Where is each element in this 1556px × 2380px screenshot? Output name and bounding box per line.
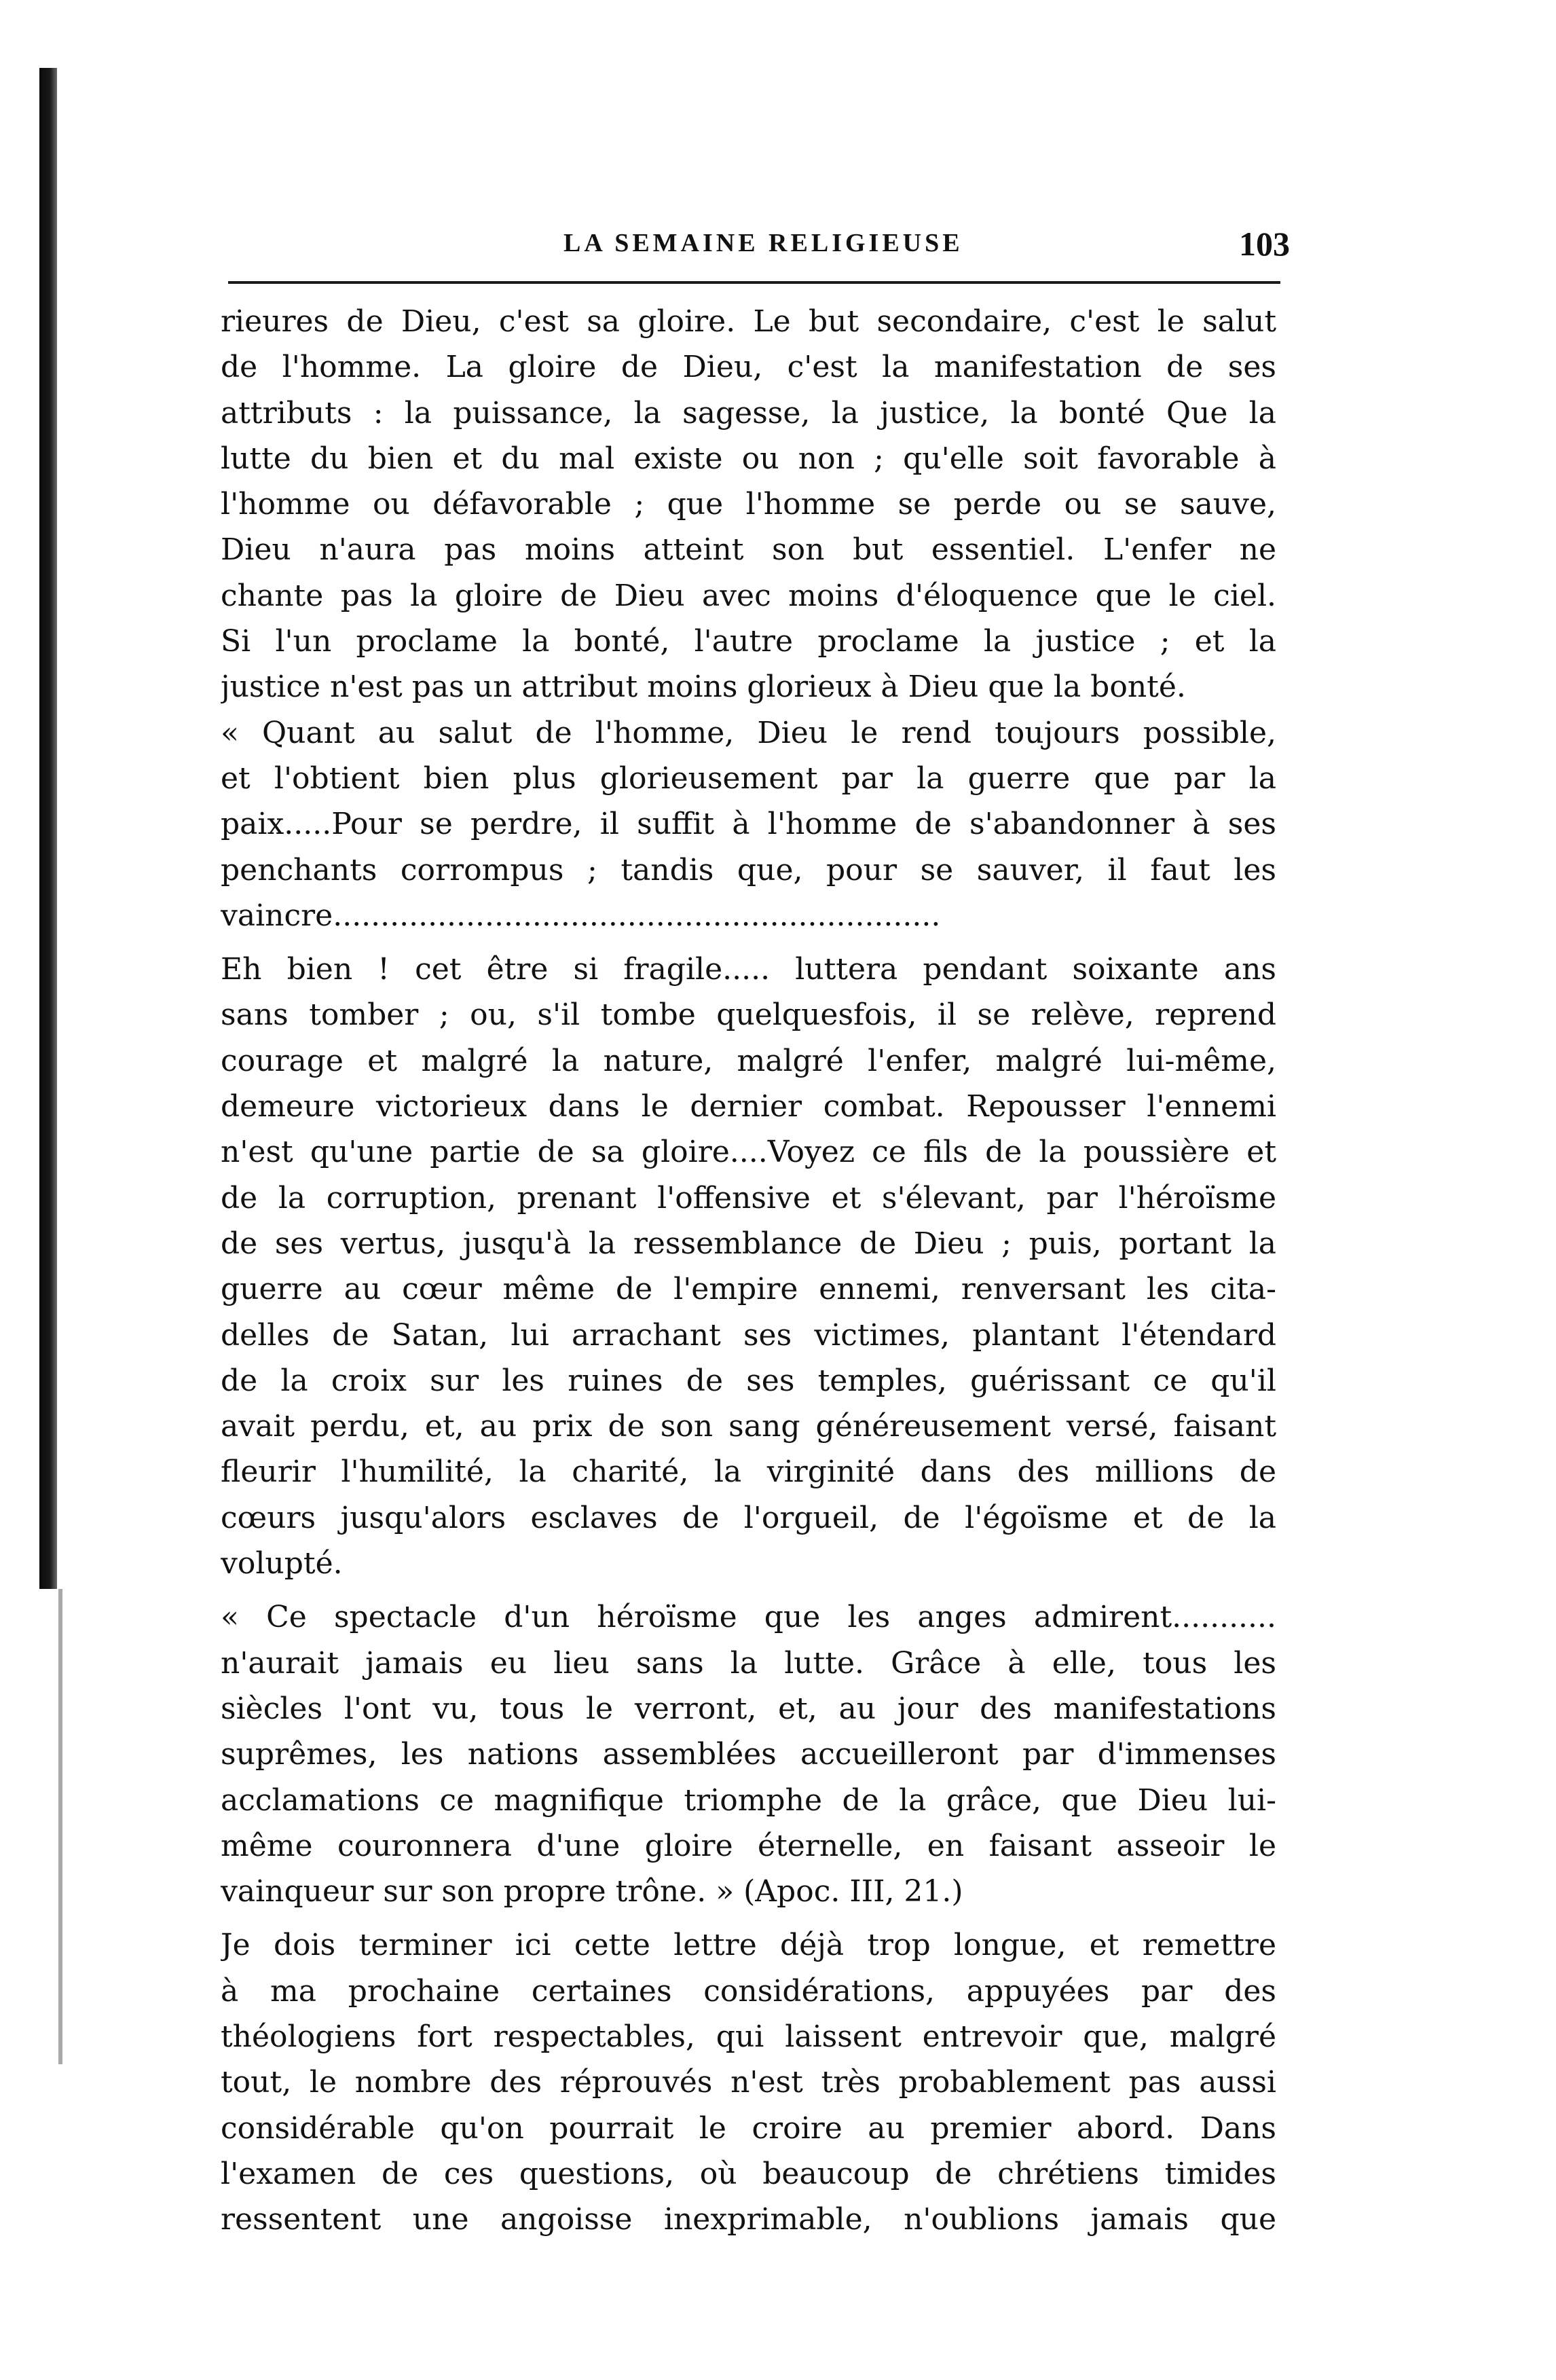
text-line: tout, le nombre des réprouvés n'est très probablement pas aussi xyxy=(221,2065,1276,2100)
page-number: 103 xyxy=(1239,225,1290,263)
text-line: de la croix sur les ruines de ses temples, guérissant ce qu'il xyxy=(221,1363,1276,1398)
text-line: n'aurait jamais eu lieu sans la lutte. Grâce à elle, tous les xyxy=(221,1645,1276,1681)
body-text xyxy=(221,299,1276,2242)
scan-edge-shadow xyxy=(58,1589,62,2064)
text-line: considérable qu'on pourrait le croire au premier abord. Dans xyxy=(221,2110,1276,2146)
paragraph-3 xyxy=(221,947,1276,1586)
running-head xyxy=(231,224,1290,272)
paragraph-2 xyxy=(221,710,1276,938)
text-line: même couronnera d'une gloire éternelle, en faisant asseoir le xyxy=(221,1828,1276,1863)
text-line: demeure victorieux dans le dernier combat. Repousser l'ennemi xyxy=(221,1089,1276,1124)
text-line: Eh bien ! cet être si fragile..... luttera pendant soixante ans xyxy=(221,952,1276,987)
text-line: de ses vertus, jusqu'à la ressemblance de Dieu ; puis, portant la xyxy=(221,1226,1276,1261)
text-line: suprêmes, les nations assemblées accueilleront par d'immenses xyxy=(221,1737,1276,1772)
text-line: et l'obtient bien plus glorieusement par la guerre que par la xyxy=(221,761,1276,796)
running-title: LA SEMAINE RELIGIEUSE xyxy=(563,229,963,257)
text-line: à ma prochaine certaines considérations, appuyées par des xyxy=(221,1973,1276,2009)
text-line: Je dois terminer ici cette lettre déjà trop longue, et remettre xyxy=(221,1928,1276,1963)
text-line: lutte du bien et du mal existe ou non ; qu'elle soit favorable à xyxy=(221,441,1276,476)
text-line: justice n'est pas un attribut moins glorieux à Dieu que la bonté. xyxy=(221,670,1186,705)
text-line: sans tomber ; ou, s'il tombe quelquesfois, il se relève, reprend xyxy=(221,997,1276,1033)
text-line: volupté. xyxy=(221,1546,343,1581)
text-line: fleurir l'humilité, la charité, la virginité dans des millions de xyxy=(221,1454,1276,1490)
text-line: Dieu n'aura pas moins atteint son but essentiel. L'enfer ne xyxy=(221,532,1276,568)
text-line: théologiens fort respectables, qui laissent entrevoir que, malgré xyxy=(221,2019,1276,2054)
text-line: guerre au cœur même de l'empire ennemi, renversant les cita- xyxy=(221,1272,1276,1307)
paragraph-gap xyxy=(221,938,1276,947)
text-line: delles de Satan, lui arrachant ses victimes, plantant l'étendard xyxy=(221,1317,1276,1353)
header-rule xyxy=(228,281,1280,284)
text-line: penchants corrompus ; tandis que, pour se sauver, il faut les xyxy=(221,852,1276,887)
text-line: cœurs jusqu'alors esclaves de l'orgueil, de l'égoïsme et de la xyxy=(221,1500,1276,1535)
text-line: avait perdu, et, au prix de son sang généreusement versé, faisant xyxy=(221,1409,1276,1444)
text-line: vainqueur sur son propre trône. » (Apoc. III, 21.) xyxy=(221,1874,963,1909)
text-line: paix.....Pour se perdre, il suffit à l'homme de s'abandonner à ses xyxy=(221,807,1276,842)
text-line: l'homme ou défavorable ; que l'homme se perde ou se sauve, xyxy=(221,487,1276,522)
paragraph-gap xyxy=(221,1914,1276,1922)
text-line: de l'homme. La gloire de Dieu, c'est la manifestation de ses xyxy=(221,350,1276,385)
text-line: attributs : la puissance, la sagesse, la justice, la bonté Que la xyxy=(221,395,1276,431)
text-line: siècles l'ont vu, tous le verront, et, au jour des manifestations xyxy=(221,1691,1276,1726)
text-line: rieures de Dieu, c'est sa gloire. Le but secondaire, c'est le salut xyxy=(221,304,1276,339)
paragraph-gap xyxy=(221,1586,1276,1594)
text-line: vaincre................................................................ xyxy=(221,898,941,933)
text-line: « Quant au salut de l'homme, Dieu le rend toujours possible, xyxy=(221,715,1276,750)
paragraph-4 xyxy=(221,1594,1276,1914)
text-line: ressentent une angoisse inexprimable, n'oublions jamais que xyxy=(221,2202,1276,2237)
text-line: acclamations ce magnifique triomphe de la grâce, que Dieu lui- xyxy=(221,1782,1276,1818)
scan-binding-edge xyxy=(39,68,57,1589)
text-line: « Ce spectacle d'un héroïsme que les anges admirent........... xyxy=(221,1600,1276,1635)
paragraph-1 xyxy=(221,299,1276,710)
text-line: courage et malgré la nature, malgré l'enfer, malgré lui-même, xyxy=(221,1043,1276,1078)
paragraph-5 xyxy=(221,1922,1276,2242)
text-line: de la corruption, prenant l'offensive et s'élevant, par l'héroïsme xyxy=(221,1180,1276,1215)
text-line: n'est qu'une partie de sa gloire....Voyez ce fils de la poussière et xyxy=(221,1135,1276,1170)
text-line: chante pas la gloire de Dieu avec moins d'éloquence que le ciel. xyxy=(221,578,1276,613)
text-line: Si l'un proclame la bonté, l'autre proclame la justice ; et la xyxy=(221,624,1276,659)
text-line: l'examen de ces questions, où beaucoup de chrétiens timides xyxy=(221,2156,1276,2191)
